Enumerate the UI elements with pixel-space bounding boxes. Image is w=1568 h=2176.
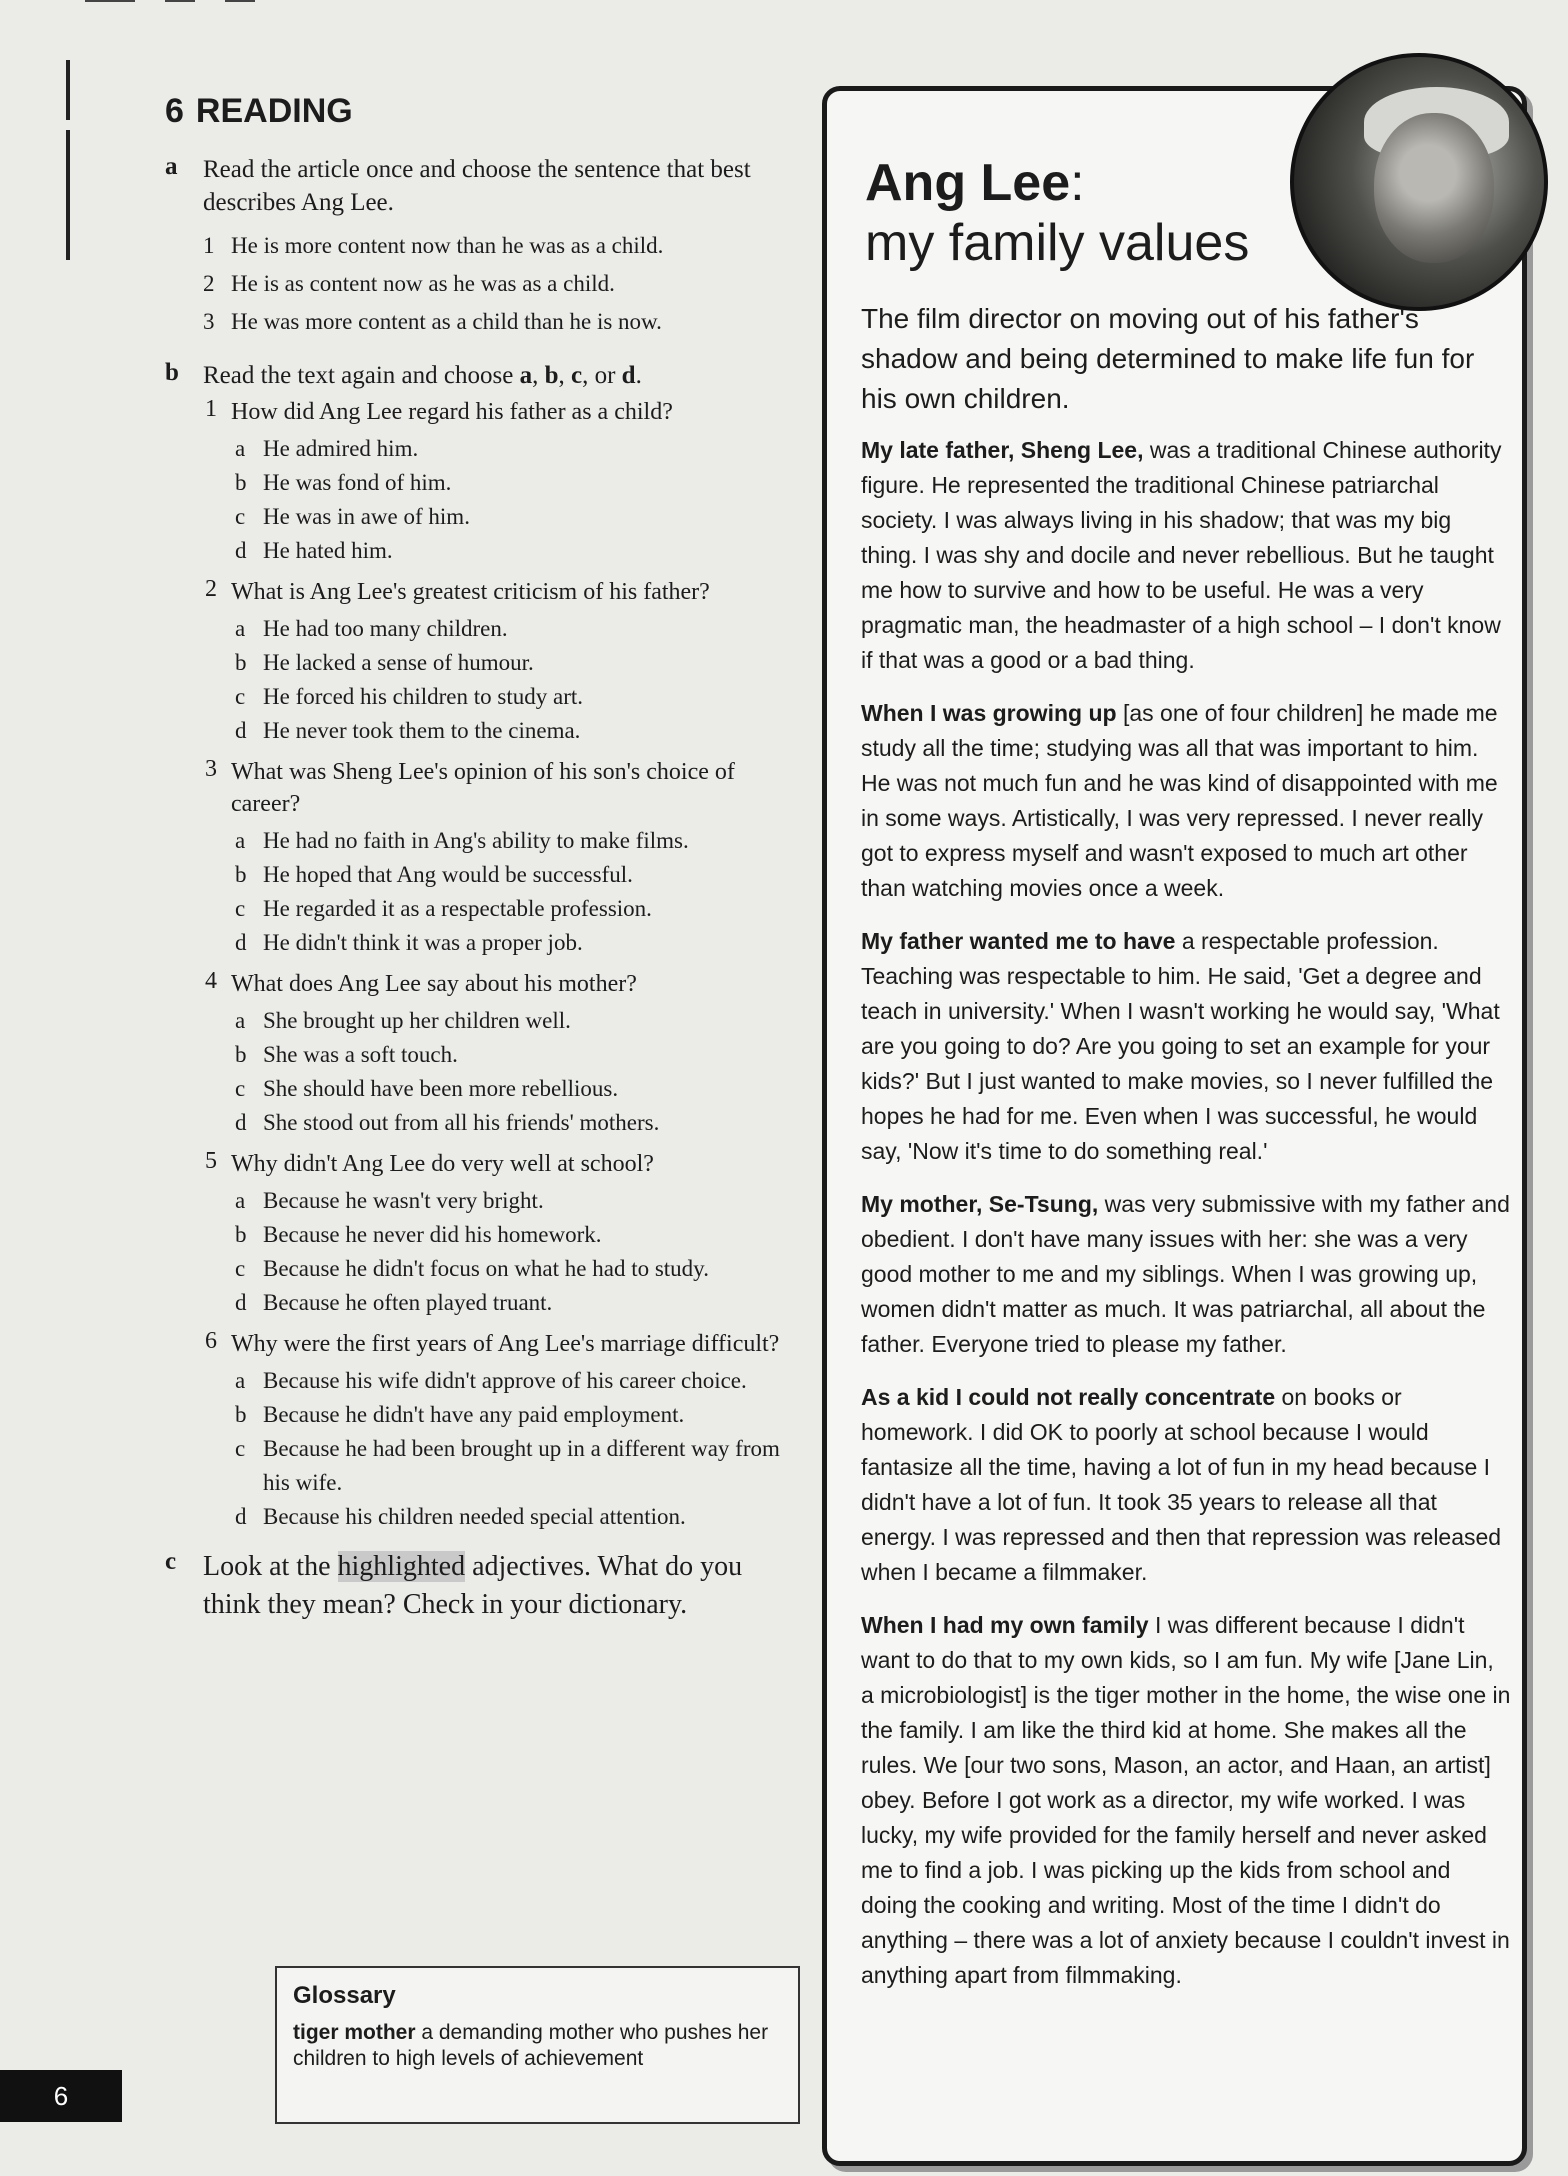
question: 3 What was Sheng Lee's opinion of his son's choice of career? a He had no faith in Ang's ability to make films. b He hoped that Ang would be successful. c He regarded it as a respectable profession. d He didn't think it was a proper job. bbox=[203, 756, 785, 960]
answer-list bbox=[231, 1004, 785, 1140]
list-item: c Because he didn't focus on what he had to study. bbox=[235, 1256, 709, 1281]
list-item: b He hoped that Ang would be successful. bbox=[235, 862, 633, 887]
question: 1 How did Ang Lee regard his father as a child? a He admired him. b He was fond of him. c He was in awe of him. d He hated him. bbox=[203, 396, 785, 568]
glossary-definition: a demanding mother who pushes her children to high levels of achievement bbox=[293, 2021, 769, 2070]
part-letter: c bbox=[165, 1548, 177, 1575]
section-title: READING bbox=[195, 92, 353, 130]
page-number: 6 bbox=[0, 2070, 122, 2122]
list-item: a Because his wife didn't approve of his career choice. bbox=[235, 1368, 747, 1393]
list-item: d He didn't think it was a proper job. bbox=[235, 930, 583, 955]
article-paragraph: As a kid I could not really concentrate on books or homework. I did OK to poorly at school because I would fantasize all the time, having a lot of fun in my head because I didn't have a lot of fun. It took 35 years to release all that energy. I was repressed and then that repression was released when I became a filmmaker. bbox=[861, 1384, 1502, 1585]
list-item: a She brought up her children well. bbox=[235, 1008, 571, 1033]
list-item: 3 He was more content as a child than he is now. bbox=[203, 309, 662, 334]
article-paragraph: When I had my own family I was different because I didn't want to do that to my own kids, so I am fun. My wife [Jane Lin, a microbiologist] is the tiger mother in the home, the wise one in the family. I am like the third kid at home. She makes all the rules. We [our two sons, Mason, an actor, and Haan, an artist] obey. Before I got work as a director, my wife worked. I was lucky, my wife provided for the family herself and never asked me to find a job. I was picking up the kids from school and doing the cooking and writing. Most of the time I didn't do anything – there was a lot of anxiety because I couldn't invest in anything apart from filmmaking. bbox=[861, 1612, 1511, 1988]
list-item: 1 He is more content now than he was as a child. bbox=[203, 233, 664, 258]
question: 2 What is Ang Lee's greatest criticism of his father? a He had too many children. b He lacked a sense of humour. c He forced his children to study art. d He never took them to the cinema. bbox=[203, 576, 785, 748]
question: 4 What does Ang Lee say about his mother? a She brought up her children well. b She was a soft touch. c She should have been more rebellious. d She stood out from all his friends' mothers. bbox=[203, 968, 785, 1140]
list-item: a He admired him. bbox=[235, 436, 419, 461]
article-paragraph: My mother, Se-Tsung, was very submissive with my father and obedient. I don't have many issues with her: she was a very good mother to me and my siblings. When I was growing up, women didn't matter as much. It was patriarchal, all about the father. Everyone tried to please my father. bbox=[861, 1191, 1510, 1357]
article-paragraph: When I was growing up [as one of four children] he made me study all the time; studying was all that was important to him. He was not much fun and he was kind of disappointed with me in some ways. Artistically, I was very repressed. I never really got to express myself and wasn't exposed to much art other than watching movies once a week. bbox=[861, 700, 1498, 901]
margin-mark bbox=[66, 60, 70, 120]
list-item: b She was a soft touch. bbox=[235, 1042, 458, 1067]
option-list bbox=[203, 227, 785, 341]
article-panel bbox=[822, 86, 1527, 2166]
question: 5 Why didn't Ang Lee do very well at school? a Because he wasn't very bright. b Because he never did his homework. c Because he didn't focus on what he had to study. d Because he often played truant. bbox=[203, 1148, 785, 1320]
exercise-part-c bbox=[165, 1548, 785, 1624]
list-item: d Because he often played truant. bbox=[235, 1290, 553, 1315]
glossary-term: tiger mother bbox=[293, 2021, 416, 2044]
part-letter: b bbox=[165, 359, 179, 386]
list-item: c She should have been more rebellious. bbox=[235, 1076, 619, 1101]
top-rule bbox=[225, 0, 255, 2]
list-item: b He lacked a sense of humour. bbox=[235, 650, 534, 675]
portrait-photo bbox=[1290, 53, 1548, 311]
highlighted-word: highlighted bbox=[337, 1551, 466, 1582]
list-item: c He forced his children to study art. bbox=[235, 684, 583, 709]
instruction: Read the article once and choose the sentence that best describes Ang Lee. bbox=[203, 156, 751, 216]
list-item: c Because he had been brought up in a different way from his wife. bbox=[235, 1436, 780, 1495]
instruction: Look at the highlighted adjectives. What do you think they mean? Check in your dictionary. bbox=[203, 1551, 743, 1620]
instruction: Read the text again and choose a, b, c, or d. bbox=[203, 362, 642, 389]
exercise-part-a bbox=[165, 153, 785, 341]
exercise-part-b bbox=[165, 359, 785, 1534]
section-heading bbox=[165, 92, 785, 131]
part-letter: a bbox=[165, 153, 178, 180]
article-title-line2: my family values bbox=[865, 214, 1250, 272]
glossary-title: Glossary bbox=[293, 1982, 396, 2009]
article-title: Ang Lee: bbox=[865, 154, 1085, 212]
list-item: c He regarded it as a respectable profession. bbox=[235, 896, 652, 921]
section-number: 6 bbox=[165, 92, 184, 130]
list-item: c He was in awe of him. bbox=[235, 504, 470, 529]
answer-list bbox=[231, 1364, 785, 1534]
list-item: b He was fond of him. bbox=[235, 470, 452, 495]
list-item: b Because he didn't have any paid employment. bbox=[235, 1402, 685, 1427]
exercise-column bbox=[165, 92, 785, 1638]
list-item: a He had no faith in Ang's ability to make films. bbox=[235, 828, 689, 853]
top-rule bbox=[165, 0, 195, 2]
top-rule bbox=[85, 0, 135, 2]
list-item: 2 He is as content now as he was as a child. bbox=[203, 271, 615, 296]
article-paragraph: My father wanted me to have a respectable profession. Teaching was respectable to him. He said, 'Get a degree and teach in university.' When I wasn't working he would say, 'What are you going to do? Are you going to set an example for your kids?' But I just wanted to make movies, so I never fulfilled the hopes he had for me. Even when I was successful, he would say, 'Now it's time to do something real.' bbox=[861, 928, 1500, 1164]
margin-mark bbox=[66, 130, 70, 260]
list-item: d He never took them to the cinema. bbox=[235, 718, 581, 743]
list-item: b Because he never did his homework. bbox=[235, 1222, 602, 1247]
glossary-box bbox=[275, 1966, 800, 2124]
list-item: d Because his children needed special attention. bbox=[235, 1504, 686, 1529]
article-body bbox=[861, 433, 1511, 2011]
answer-list bbox=[231, 824, 785, 960]
answer-list bbox=[231, 612, 785, 748]
answer-list bbox=[231, 1184, 785, 1320]
list-item: d He hated him. bbox=[235, 538, 393, 563]
list-item: a Because he wasn't very bright. bbox=[235, 1188, 544, 1213]
article-subtitle: The film director on moving out of his father's shadow and being determined to make life fun for his own children. bbox=[861, 303, 1475, 414]
article-paragraph: My late father, Sheng Lee, was a traditional Chinese authority figure. He represented the traditional Chinese patriarchal society. I was always living in his shadow; that was my big thing. I was shy and docile and never rebellious. But he taught me how to survive and how to be useful. He was a very pragmatic man, the headmaster of a high school – I don't know if that was a good or a bad thing. bbox=[861, 437, 1502, 673]
question: 6 Why were the first years of Ang Lee's marriage difficult? a Because his wife didn't approve of his career choice. b Because he didn't have any paid employment. c Because he had been brought up in a different way from his wife. d Because his children needed special attention. bbox=[203, 1328, 785, 1534]
list-item: a He had too many children. bbox=[235, 616, 508, 641]
list-item: d She stood out from all his friends' mothers. bbox=[235, 1110, 660, 1135]
glossary-entry bbox=[293, 2020, 782, 2072]
answer-list bbox=[231, 432, 785, 568]
